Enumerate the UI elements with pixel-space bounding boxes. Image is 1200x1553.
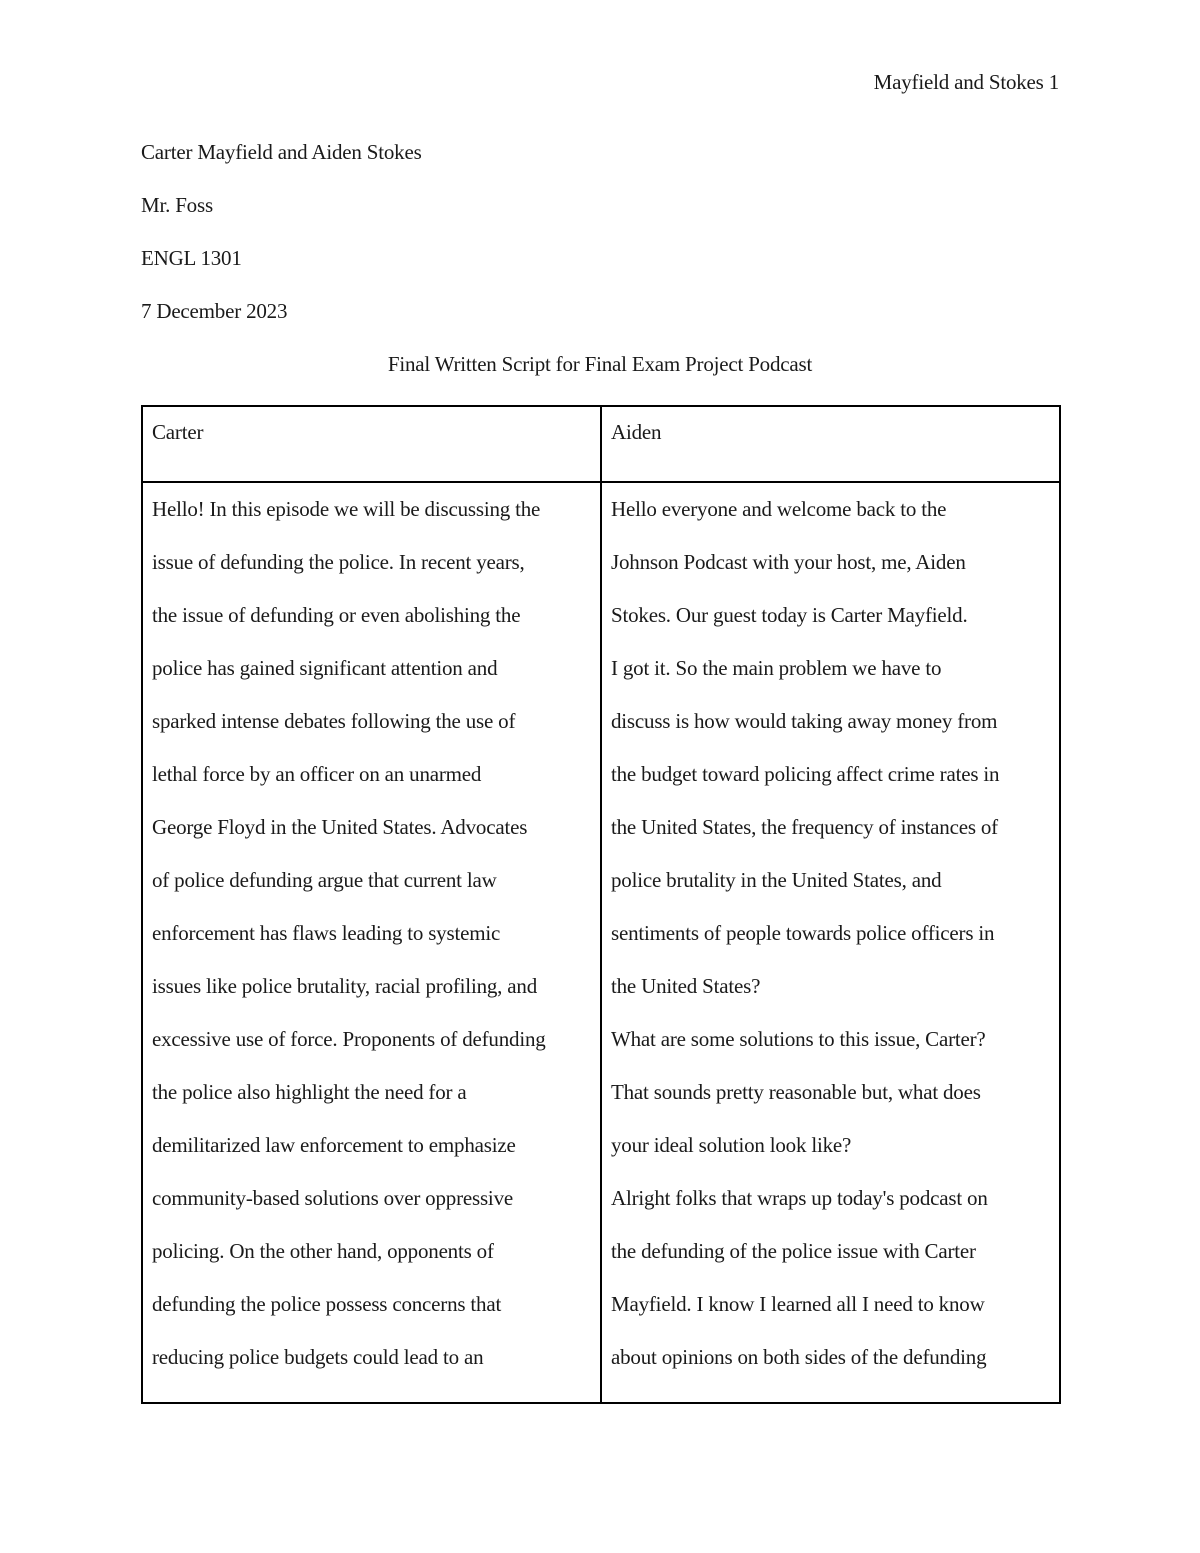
running-head: Mayfield and Stokes 1 — [873, 70, 1059, 94]
column-header-label: Aiden — [611, 420, 662, 444]
aiden-script-lines — [611, 490, 1059, 1391]
script-line: the defunding of the police issue with Carter — [611, 1239, 976, 1263]
script-line: defunding the police possess concerns that — [152, 1292, 502, 1316]
script-line: issues like police brutality, racial profiling, and — [152, 974, 537, 998]
document-date: 7 December 2023 — [141, 299, 288, 323]
course-name: ENGL 1301 — [141, 246, 242, 270]
script-line: police has gained significant attention and — [152, 656, 498, 680]
script-line: Hello everyone and welcome back to the — [611, 497, 947, 521]
script-line: police brutality in the United States, and — [611, 868, 942, 892]
script-line: What are some solutions to this issue, Carter? — [611, 1027, 986, 1051]
script-line: excessive use of force. Proponents of defunding — [152, 1027, 546, 1051]
author-names: Carter Mayfield and Aiden Stokes — [141, 140, 422, 164]
script-line: community-based solutions over oppressive — [152, 1186, 513, 1210]
script-line: policing. On the other hand, opponents of — [152, 1239, 494, 1263]
script-line: the issue of defunding or even abolishing the — [152, 603, 521, 627]
script-line: the United States, the frequency of instances of — [611, 815, 998, 839]
carter-script-cell — [142, 482, 601, 1403]
script-line: of police defunding argue that current law — [152, 868, 497, 892]
script-line: reducing police budgets could lead to an — [152, 1345, 484, 1369]
script-line: issue of defunding the police. In recent years, — [152, 550, 525, 574]
script-line: George Floyd in the United States. Advocates — [152, 815, 528, 839]
script-line: sparked intense debates following the use of — [152, 709, 516, 733]
table-header-row — [142, 406, 1060, 482]
column-header-carter — [142, 406, 601, 482]
script-line: I got it. So the main problem we have to — [611, 656, 942, 680]
script-line: your ideal solution look like? — [611, 1133, 852, 1157]
script-line: Johnson Podcast with your host, me, Aiden — [611, 550, 966, 574]
script-line: Alright folks that wraps up today's podcast on — [611, 1186, 988, 1210]
table-body-row — [142, 482, 1060, 1403]
script-line: the budget toward policing affect crime rates in — [611, 762, 1000, 786]
script-line: Hello! In this episode we will be discussing the — [152, 497, 541, 521]
script-line: sentiments of people towards police officers in — [611, 921, 995, 945]
column-header-aiden — [601, 406, 1060, 482]
script-line: Stokes. Our guest today is Carter Mayfield. — [611, 603, 968, 627]
instructor-name: Mr. Foss — [141, 193, 213, 217]
document-title: Final Written Script for Final Exam Project Podcast — [387, 352, 813, 376]
script-line: enforcement has flaws leading to systemic — [152, 921, 501, 945]
carter-script-lines — [152, 490, 600, 1391]
script-line: discuss is how would taking away money from — [611, 709, 998, 733]
script-line: the United States? — [611, 974, 761, 998]
script-line: about opinions on both sides of the defunding — [611, 1345, 987, 1369]
script-line: demilitarized law enforcement to emphasize — [152, 1133, 516, 1157]
script-line: Mayfield. I know I learned all I need to know — [611, 1292, 985, 1316]
script-line: lethal force by an officer on an unarmed — [152, 762, 482, 786]
aiden-script-cell — [601, 482, 1060, 1403]
script-table — [141, 405, 1061, 1404]
column-header-label: Carter — [152, 420, 204, 444]
script-line: the police also highlight the need for a — [152, 1080, 467, 1104]
script-line: That sounds pretty reasonable but, what does — [611, 1080, 981, 1104]
